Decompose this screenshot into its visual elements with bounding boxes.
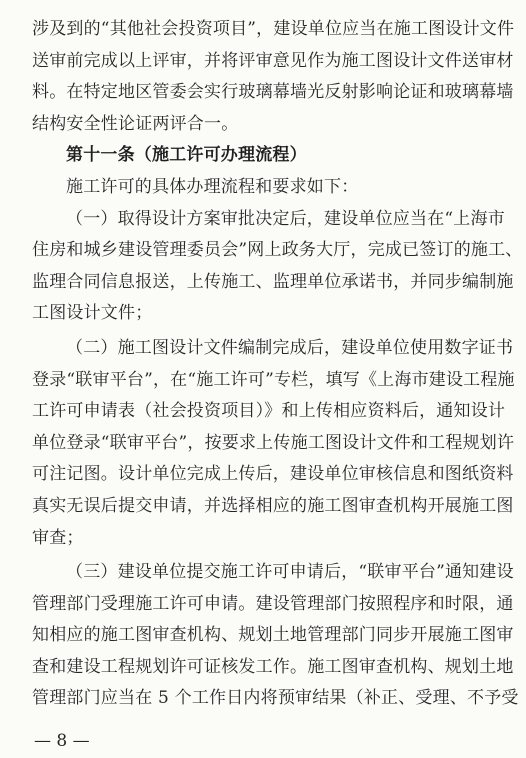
- item2-line: 登录“联审平台”，在“施工许可”专栏，填写《上海市建设工程施: [32, 369, 515, 390]
- article-heading: 第十一条（施工许可办理流程）: [66, 145, 307, 166]
- item2-line: 真实无误后提交申请，并选择相应的施工图审查机构开展施工图: [32, 495, 514, 516]
- item2-line: 工许可申请表（社会投资项目）》和上传相应资料后，通知设计: [32, 401, 506, 422]
- text-line: 料。在特定地区管委会实行玻璃幕墙光反射影响论证和玻璃幕墙: [32, 82, 514, 103]
- item3-line: 查和建设工程规划许可证核发工作。施工图审查机构、规划土地: [32, 656, 514, 677]
- item1-line: 工图设计文件；: [32, 303, 153, 324]
- text-line: 送审前完成以上评审，并将评审意见作为施工图设计文件送审材: [32, 50, 514, 71]
- item2-line: 可注记图。设计单位完成上传后，建设单位审核信息和图纸资料: [32, 464, 514, 485]
- item3-line: 知相应的施工图审查机构、规划土地管理部门同步开展施工图审: [32, 625, 514, 646]
- item2-line: 单位登录“联审平台”，按要求上传施工图设计文件和工程规划许: [32, 432, 515, 453]
- item2-line: （二）施工图设计文件编制完成后，建设单位使用数字证书: [66, 337, 514, 358]
- item1-line: 监理合同信息报送，上传施工、监理单位承诺书，并同步编制施: [32, 271, 514, 292]
- text-line: 结构安全性论证两评合一。: [32, 113, 239, 134]
- item1-line: 住房和城乡建设管理委员会”网上政务大厅，完成已签订的施工、: [32, 240, 523, 261]
- item2-line: 审查；: [32, 527, 84, 548]
- item3-line: 管理部门应当在 5 个工作日内将预审结果（补正、受理、不予受: [32, 688, 519, 709]
- page-number: — 8 —: [34, 731, 90, 751]
- item3-line: （三）建设单位提交施工许可申请后，“联审平台”通知建设: [66, 562, 514, 583]
- intro-line: 施工许可的具体办理流程和要求如下：: [66, 176, 359, 197]
- text-line: 涉及到的“其他社会投资项目”，建设单位应当在施工图设计文件: [32, 19, 515, 39]
- item1-line: （一）取得设计方案审批决定后，建设单位应当在“上海市: [66, 208, 505, 229]
- item3-line: 管理部门受理施工许可申请。建设管理部门按照程序和时限，通: [32, 593, 514, 614]
